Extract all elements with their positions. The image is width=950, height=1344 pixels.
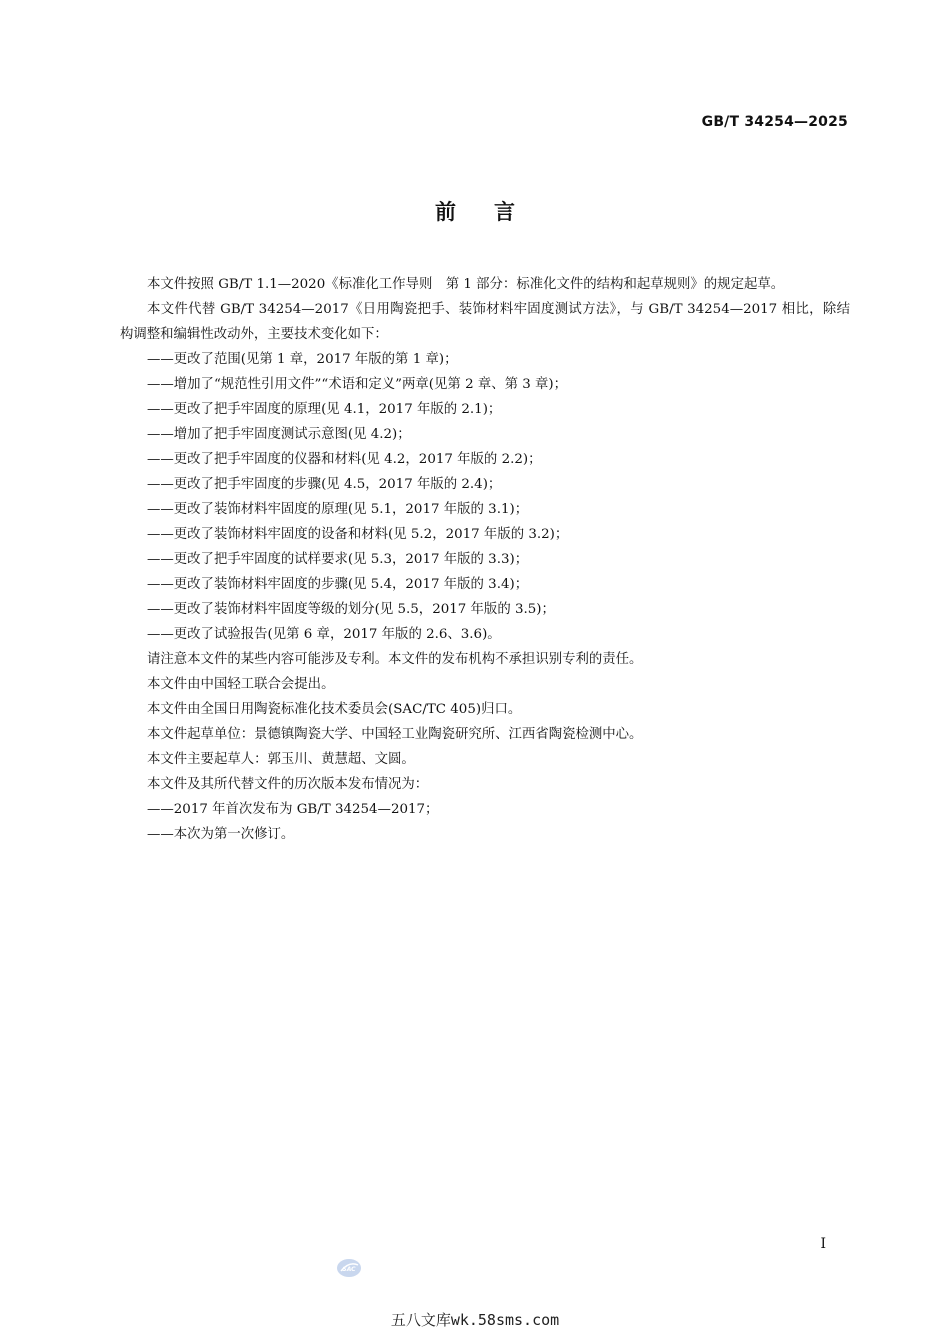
change-item: ——更改了试验报告(见第 6 章，2017 年版的 2.6、3.6)。 [147, 627, 501, 642]
change-item: ——更改了装饰材料牢固度等级的划分(见 5.5，2017 年版的 3.5)； [147, 602, 555, 617]
standard-number: GB/T 34254—2025 [701, 114, 848, 130]
paragraph: 本文件主要起草人：郭玉川、黄慧超、文圆。 [147, 752, 415, 767]
change-item: ——更改了把手牢固度的步骤(见 4.5，2017 年版的 2.4)； [147, 477, 502, 492]
change-item: ——更改了装饰材料牢固度的原理(见 5.1，2017 年版的 3.1)； [147, 502, 529, 517]
history-item: ——本次为第一次修订。 [147, 827, 295, 842]
paragraph: 本文件按照 GB/T 1.1—2020《标准化工作导则 第 1 部分：标准化文件的结构和起草规则》的规定起草。 [147, 277, 785, 292]
paragraph: 请注意本文件的某些内容可能涉及专利。本文件的发布机构不承担识别专利的责任。 [147, 652, 643, 667]
paragraph: 本文件起草单位：景德镇陶瓷大学、中国轻工业陶瓷研究所、江西省陶瓷检测中心。 [147, 727, 643, 742]
page-title: 前言 [435, 200, 553, 224]
foreword-body [120, 272, 850, 847]
change-item: ——更改了装饰材料牢固度的设备和材料(见 5.2，2017 年版的 3.2)； [147, 527, 569, 542]
change-item: ——增加了把手牢固度测试示意图(见 4.2)； [147, 427, 411, 442]
change-item: ——更改了把手牢固度的仪器和材料(见 4.2，2017 年版的 2.2)； [147, 452, 542, 467]
sac-logo-icon [335, 1257, 363, 1279]
paragraph: 本文件由中国轻工联合会提出。 [147, 677, 335, 692]
change-item: ——更改了范围(见第 1 章，2017 年版的第 1 章)； [147, 352, 458, 367]
paragraph: 本文件及其所代替文件的历次版本发布情况为： [147, 777, 429, 792]
change-item: ——更改了把手牢固度的试样要求(见 5.3，2017 年版的 3.3)； [147, 552, 529, 567]
change-item: ——更改了把手牢固度的原理(见 4.1，2017 年版的 2.1)； [147, 402, 502, 417]
change-item: ——更改了装饰材料牢固度的步骤(见 5.4，2017 年版的 3.4)； [147, 577, 529, 592]
history-item: ——2017 年首次发布为 GB/T 34254—2017； [147, 802, 439, 817]
watermark: 五八文库wk.58sms.com [390, 1311, 560, 1329]
paragraph: 本文件由全国日用陶瓷标准化技术委员会(SAC/TC 405)归口。 [147, 702, 522, 717]
page-number: I [820, 1236, 826, 1252]
sac-logo-text: SAC [342, 1266, 356, 1273]
paragraph: 本文件代替 GB/T 34254—2017《日用陶瓷把手、装饰材料牢固度测试方法》，与 GB/T 34254—2017 相比，除结构调整和编辑性改动外，主要技术变化如下： [120, 302, 850, 342]
change-item: ——增加了“规范性引用文件”“术语和定义”两章(见第 2 章、第 3 章)； [147, 377, 568, 392]
